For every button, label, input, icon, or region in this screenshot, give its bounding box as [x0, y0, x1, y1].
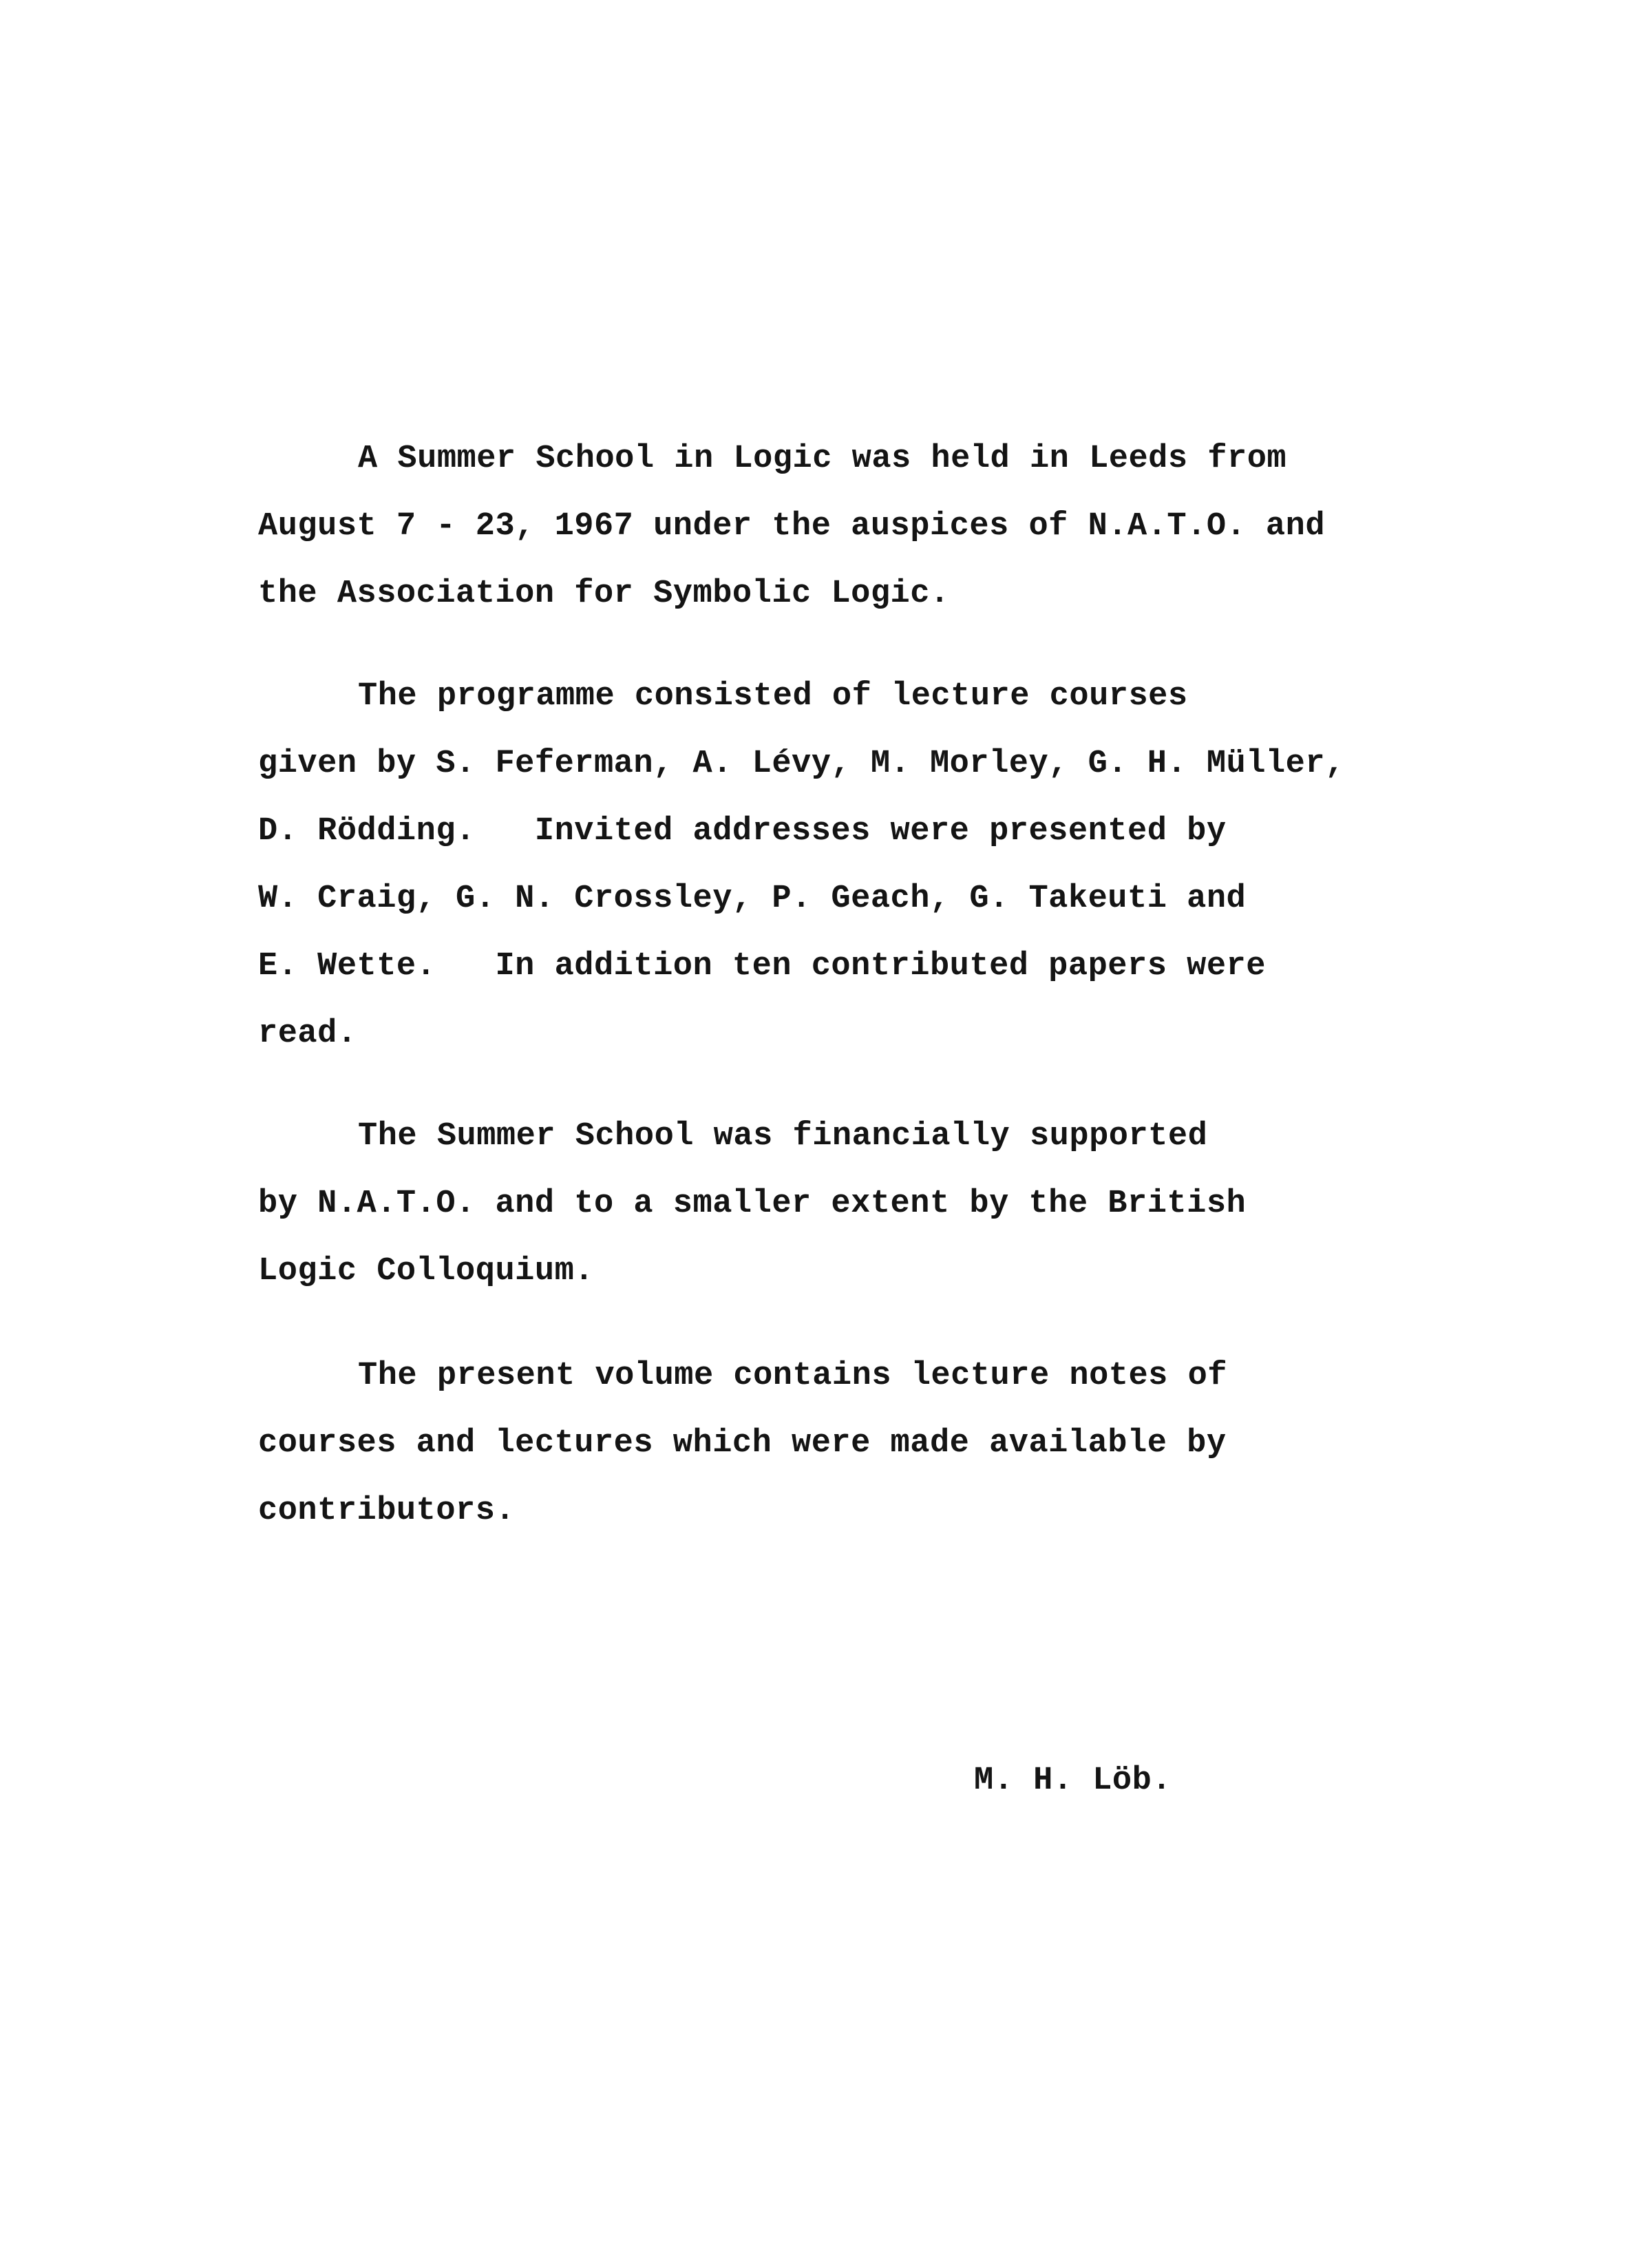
paragraph-line: The programme consisted of lecture courses [358, 678, 1188, 715]
paragraph-line: by N.A.T.O. and to a smaller extent by the British [258, 1186, 1247, 1222]
paragraph-line: D. Rödding. Invited addresses were presented by [258, 813, 1227, 850]
paragraph-line: courses and lectures which were made available by [258, 1425, 1227, 1462]
paragraph-line: W. Craig, G. N. Crossley, P. Geach, G. Takeuti and [258, 881, 1247, 917]
paragraph-summer-school [258, 425, 1428, 628]
paragraph-line: given by S. Feferman, A. Lévy, M. Morley, G. H. Müller, [258, 746, 1345, 782]
paragraph-programme [258, 663, 1428, 1068]
paragraph-line: A Summer School in Logic was held in Leeds from [358, 441, 1287, 477]
paragraph-line: contributors. [258, 1493, 516, 1529]
paragraph-line: The Summer School was financially supported [358, 1118, 1208, 1155]
paragraph-line: E. Wette. In addition ten contributed papers were [258, 948, 1266, 985]
author-signature: M. H. Löb. [974, 1762, 1172, 1799]
paragraph-line: Logic Colloquium. [258, 1253, 594, 1290]
paragraph-line: August 7 - 23, 1967 under the auspices of N.A.T.O. and [258, 508, 1326, 545]
paragraph-line: The present volume contains lecture notes of [358, 1358, 1228, 1394]
paragraph-line: read. [258, 1015, 357, 1052]
paragraph-line: the Association for Symbolic Logic. [258, 576, 950, 612]
paragraph-present-volume [258, 1343, 1428, 1545]
paragraph-financial-support [258, 1103, 1428, 1305]
